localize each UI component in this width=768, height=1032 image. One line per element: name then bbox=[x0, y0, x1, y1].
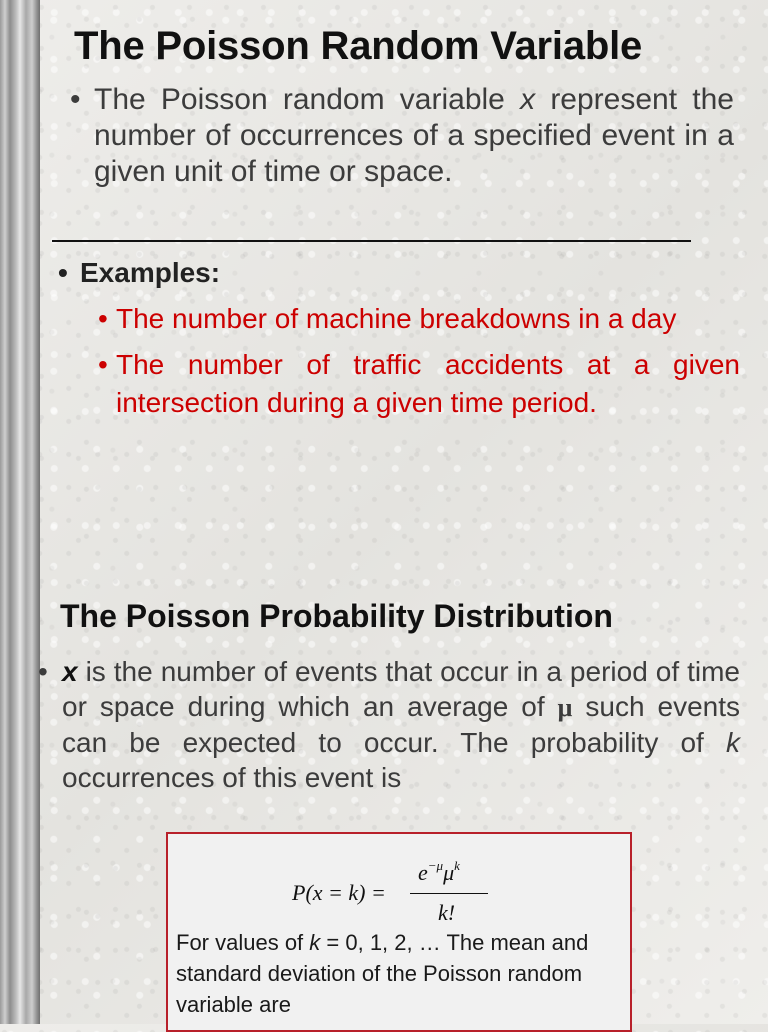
example-item: • The number of traffic accidents at a given intersection during a given time period. bbox=[98, 349, 740, 418]
variable-x: x bbox=[520, 83, 536, 116]
formula-denominator: k! bbox=[438, 900, 456, 925]
intro-text: The Poisson random variable x represent the number of occurrences of a specified event in a given unit of time or space. bbox=[94, 83, 734, 188]
examples-heading: • Examples: bbox=[58, 257, 221, 288]
fraction-bar bbox=[410, 893, 488, 894]
bullet-glyph: • bbox=[70, 83, 81, 116]
example-item: • The number of machine breakdowns in a day bbox=[98, 303, 677, 334]
poisson-formula bbox=[292, 848, 502, 928]
left-decorative-bar bbox=[0, 0, 40, 1024]
distribution-text: x is the number of events that occur in a period of time or space during which an average of μ such events can be expected to occur. The probability of k occurrences of this event is bbox=[62, 656, 741, 793]
variable-k: k bbox=[726, 727, 740, 758]
variable-k: k bbox=[309, 930, 321, 955]
examples-section bbox=[58, 256, 740, 430]
example-list bbox=[98, 300, 740, 422]
formula-box bbox=[166, 832, 632, 1032]
slide-title: The Poisson Random Variable bbox=[74, 24, 643, 68]
variable-x: x bbox=[62, 656, 78, 687]
distribution-bullet: • x is the number of events that occur in a period of time or space during which an average of μ such events can be expected to occur. The probability of k occurrences of this event is bbox=[38, 656, 741, 793]
distribution-title: The Poisson Probability Distribution bbox=[60, 598, 613, 634]
formula-box-text: For values of k = 0, 1, 2, … The mean and standard deviation of the Poisson random variable are bbox=[176, 930, 589, 1017]
section-divider bbox=[52, 240, 691, 242]
formula-lhs: P(x = k) = bbox=[292, 880, 386, 905]
intro-bullet bbox=[70, 82, 734, 190]
formula-numerator: $e^{-\mu}\mu^k$ bbox=[418, 858, 460, 885]
mu-symbol: μ bbox=[557, 693, 573, 722]
